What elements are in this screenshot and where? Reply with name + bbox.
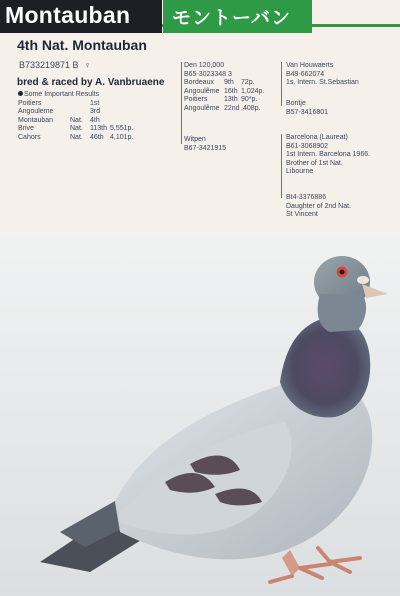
cere (357, 276, 369, 284)
dam-ring: B67-3421915 (184, 144, 227, 152)
dam-sire-note: 1st Intern. Barcelona 1966. (286, 151, 371, 159)
sire-sire-note: 1s. Intern. St.Sebastian (286, 79, 359, 87)
bird-ring-number: B733219871 B (19, 60, 79, 70)
dam-sire-note: Brother of 1st Nat. (286, 159, 343, 167)
sire-dam-name: Bontje (286, 100, 306, 107)
result-row: Cahors Nat. 46th 4,101p. (18, 133, 134, 141)
results-block (18, 91, 133, 143)
dam-sire-name: Barcelona (Laureat) (286, 134, 348, 141)
dam-dam-note: Daughter of 2nd Nat. (286, 202, 351, 210)
subtitle: 4th Nat. Montauban (17, 37, 147, 53)
sire-sire-block (286, 62, 359, 88)
dam-sire-note: Libourne (286, 168, 314, 176)
dam-dam-ring: Bt4-3376886 (286, 194, 327, 201)
sire-result: Poitiers 13th 90*p. (184, 96, 258, 104)
pigeon-photo (0, 232, 400, 596)
dam-name: Witpen (184, 136, 206, 143)
sire-dam-ring: B57-3416801 (286, 108, 329, 116)
japanese-title: モントーバン (172, 7, 292, 29)
result-row: Poitiers 1st (18, 99, 100, 107)
sire-name: Den 120,000 (184, 62, 225, 69)
sire-result: Angoulême 16th 1,024p. (184, 87, 265, 95)
sire-ring: B65-3023348 3 (184, 70, 232, 78)
bracket-parents (181, 62, 182, 144)
sire-sire-ring: B49-662074 (286, 70, 325, 78)
bullet-icon (18, 91, 23, 96)
dam-sire-ring: B61-3068902 (286, 142, 329, 150)
page-title: Montauban (5, 2, 131, 28)
bracket-dam-parents (281, 134, 282, 198)
sire-result: Angoulême 22nd,408p. (184, 104, 261, 112)
sire-block (184, 62, 264, 114)
bracket-sire-parents (281, 62, 282, 106)
bird-ring (19, 60, 91, 70)
result-row: Montauban Nat. 4th (18, 116, 100, 124)
dam-sire-block (286, 134, 370, 177)
results-heading: Some Important Results (18, 91, 133, 100)
dam-dam-block (286, 194, 351, 220)
dam-dam-note: St Vincent (286, 211, 318, 219)
dam-block (184, 136, 226, 153)
breeder-line: bred & raced by A. Vanbruaene (17, 77, 165, 88)
sire-dam-block (286, 100, 328, 117)
result-row: Brive Nat. 113th 5,551p. (18, 125, 134, 133)
result-row: Angouleme 3rd (18, 108, 101, 116)
sire-result: Bordeaux 9th 72p. (184, 79, 255, 87)
sire-sire-name: Van Houwaerts (286, 62, 334, 69)
female-symbol-icon: ♀ (84, 60, 91, 70)
